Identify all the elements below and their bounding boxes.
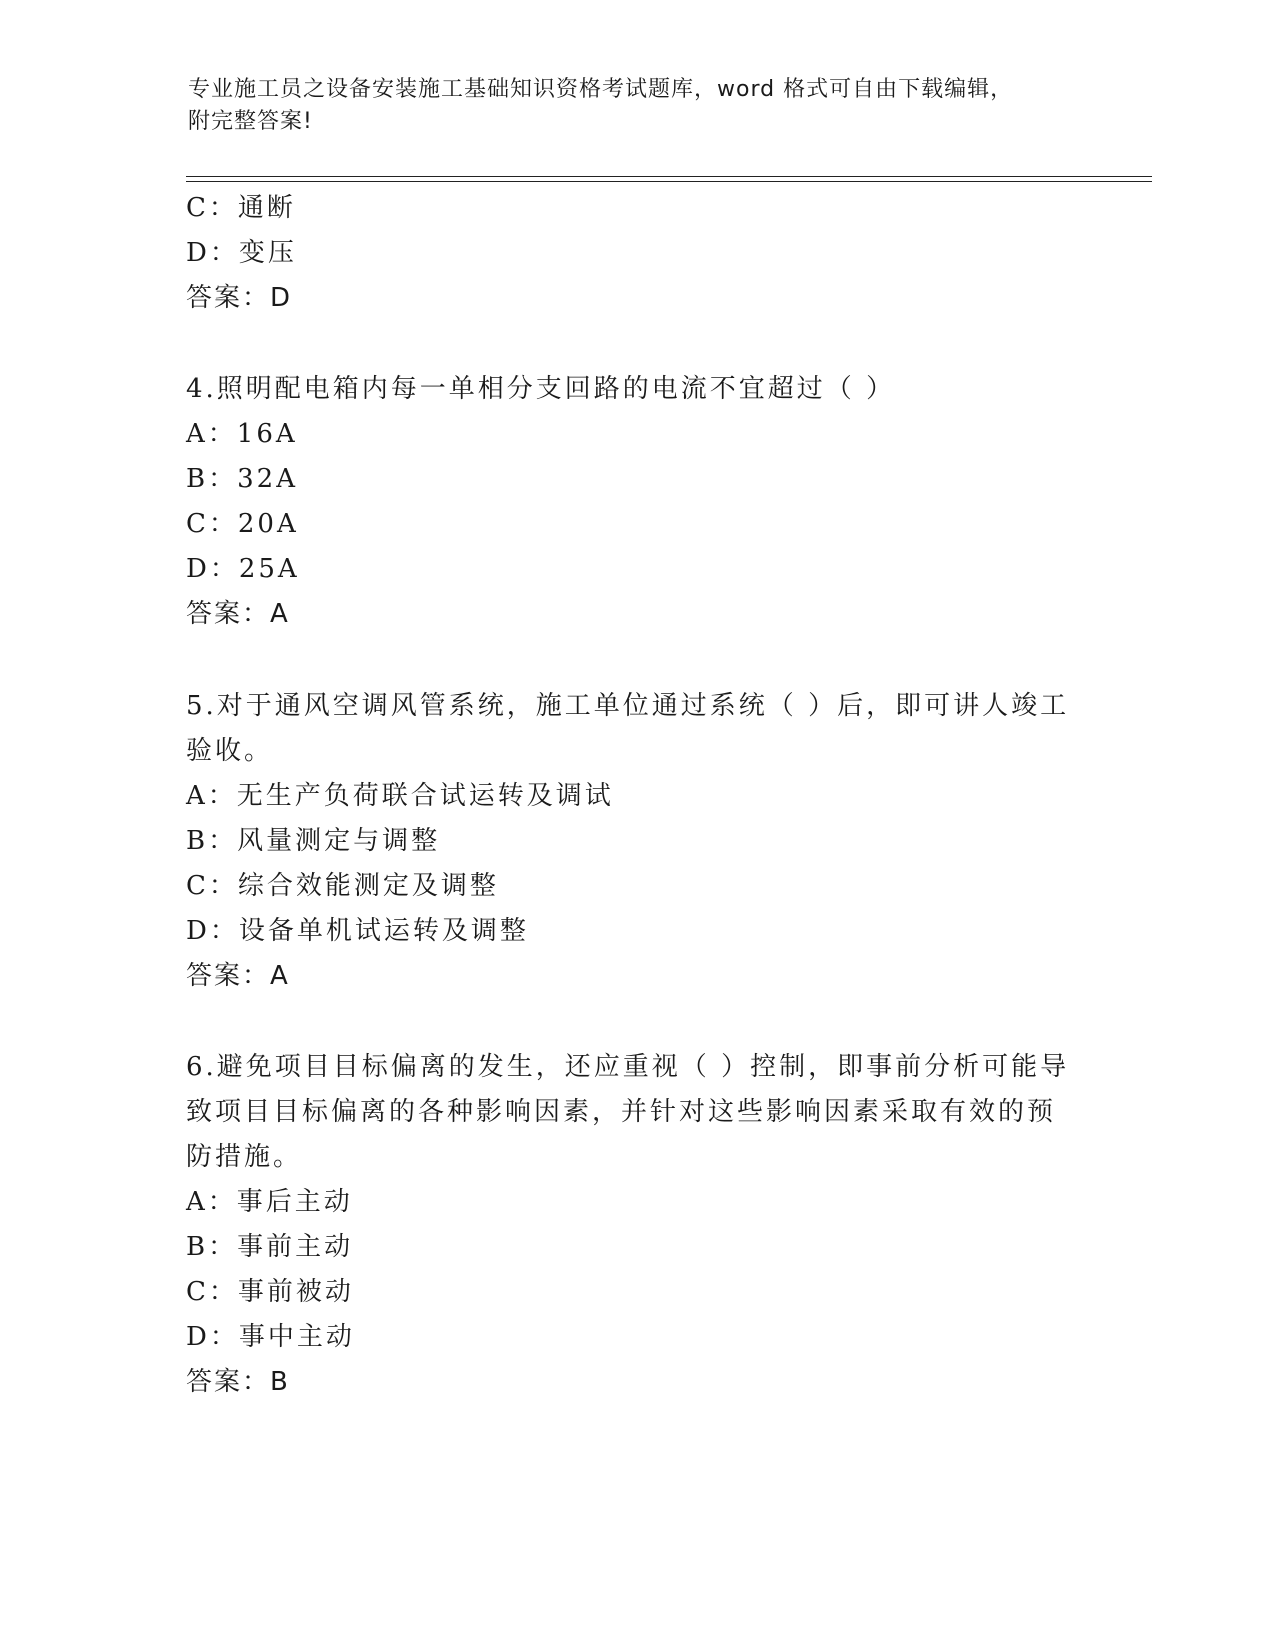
q4-option-a: A：16A — [186, 419, 298, 449]
q5-option-b: B：风量测定与调整 — [186, 826, 441, 856]
q6-option-a: A：事后主动 — [186, 1187, 353, 1217]
q6-option-d: D：事中主动 — [186, 1322, 355, 1352]
q4-option-d: D：25A — [186, 554, 300, 584]
q6-stem-line-2: 致项目目标偏离的各种影响因素，并针对这些影响因素采取有效的预 — [186, 1097, 1057, 1127]
q3-option-d: D：变压 — [186, 238, 297, 268]
q5-stem-line-2: 验收。 — [186, 736, 274, 766]
q3-option-c: C：通断 — [186, 193, 296, 223]
q4-option-c: C：20A — [186, 509, 299, 539]
q6-answer: 答案：B — [186, 1367, 290, 1397]
q4-answer: 答案：A — [186, 599, 290, 629]
q4-option-b: B：32A — [186, 464, 298, 494]
header-line-1: 专业施工员之设备安装施工基础知识资格考试题库，word 格式可自由下载编辑， — [188, 77, 1014, 102]
q6-option-b: B：事前主动 — [186, 1232, 354, 1262]
header-divider-bottom — [186, 181, 1152, 182]
q5-answer: 答案：A — [186, 961, 290, 991]
q5-option-c: C：综合效能测定及调整 — [186, 871, 499, 901]
header-divider-top — [186, 176, 1152, 177]
q4-stem: 4.照明配电箱内每一单相分支回路的电流不宜超过（ ） — [186, 374, 896, 404]
q6-stem-line-3: 防措施。 — [186, 1142, 303, 1172]
q6-option-c: C：事前被动 — [186, 1277, 354, 1307]
q5-option-d: D：设备单机试运转及调整 — [186, 916, 529, 946]
q5-option-a: A：无生产负荷联合试运转及调试 — [186, 781, 614, 811]
q5-stem-line-1: 5.对于通风空调风管系统，施工单位通过系统（ ）后，即可讲人竣工 — [186, 691, 1070, 721]
document-header — [188, 74, 1068, 138]
q3-answer: 答案：D — [186, 283, 293, 313]
header-line-2: 附完整答案! — [188, 109, 313, 134]
q6-stem-line-1: 6.避免项目目标偏离的发生，还应重视（ ）控制，即事前分析可能导 — [186, 1052, 1070, 1082]
